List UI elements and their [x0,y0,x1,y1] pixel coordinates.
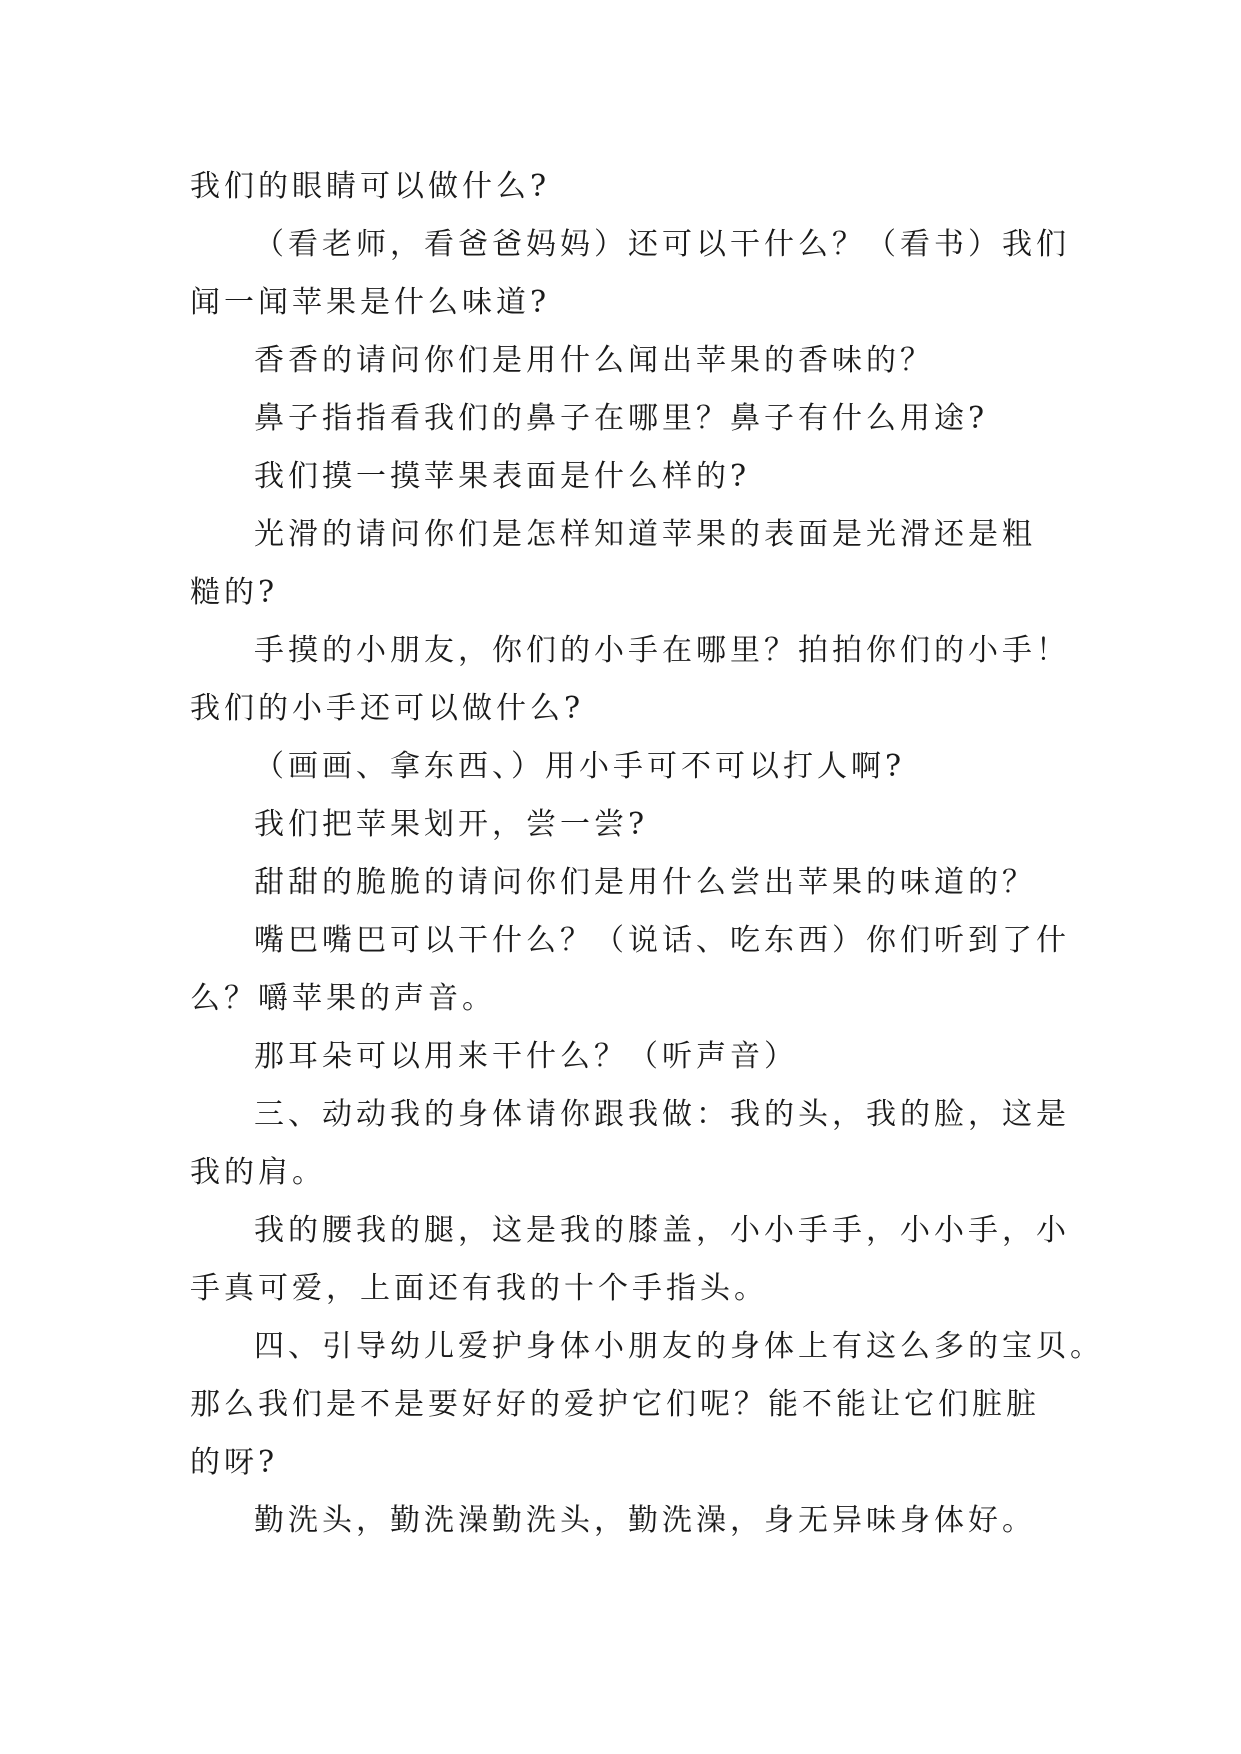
text-line: 我的腰我的腿，这是我的膝盖，小小手手，小小手，小 [254,1213,1070,1248]
text-line: 鼻子指指看我们的鼻子在哪里？鼻子有什么用途? [254,401,989,436]
text-line: 么？嚼苹果的声音。 [190,981,496,1016]
text-line: 我们摸一摸苹果表面是什么样的? [254,459,751,494]
text-line: 糙的? [190,575,279,610]
text-line: 那耳朵可以用来干什么？（听声音） [254,1039,798,1074]
text-line: 那么我们是不是要好好的爱护它们呢？能不能让它们脏脏 [190,1387,1040,1422]
text-line: 我们把苹果划开，尝一尝? [254,807,649,842]
text-line: 闻一闻苹果是什么味道? [190,285,551,320]
text-line: （画画、拿东西、）用小手可不可以打人啊? [254,749,906,784]
text-line: 勤洗头，勤洗澡勤洗头，勤洗澡，身无异味身体好。 [254,1503,1036,1538]
text-line: 手摸的小朋友，你们的小手在哪里？拍拍你们的小手！ [254,633,1070,668]
text-line: 光滑的请问你们是怎样知道苹果的表面是光滑还是粗 [254,517,1036,552]
text-line: 四、引导幼儿爱护身体小朋友的身体上有这么多的宝贝。 [254,1329,1104,1364]
text-line: 手真可爱，上面还有我的十个手指头。 [190,1271,768,1306]
text-line: 香香的请问你们是用什么闻出苹果的香味的？ [254,343,934,378]
text-line: 我们的小手还可以做什么? [190,691,585,726]
text-line: 甜甜的脆脆的请问你们是用什么尝出苹果的味道的？ [254,865,1036,900]
text-line: 我的肩。 [190,1155,326,1190]
text-line: 三、动动我的身体请你跟我做：我的头，我的脸，这是 [254,1097,1070,1132]
text-line: 嘴巴嘴巴可以干什么？（说话、吃东西）你们听到了什 [254,923,1070,958]
text-line: （看老师，看爸爸妈妈）还可以干什么？（看书）我们 [254,227,1070,262]
text-line: 的呀? [190,1445,279,1480]
text-line: 我们的眼睛可以做什么? [190,169,551,204]
document-body [190,158,1104,1550]
